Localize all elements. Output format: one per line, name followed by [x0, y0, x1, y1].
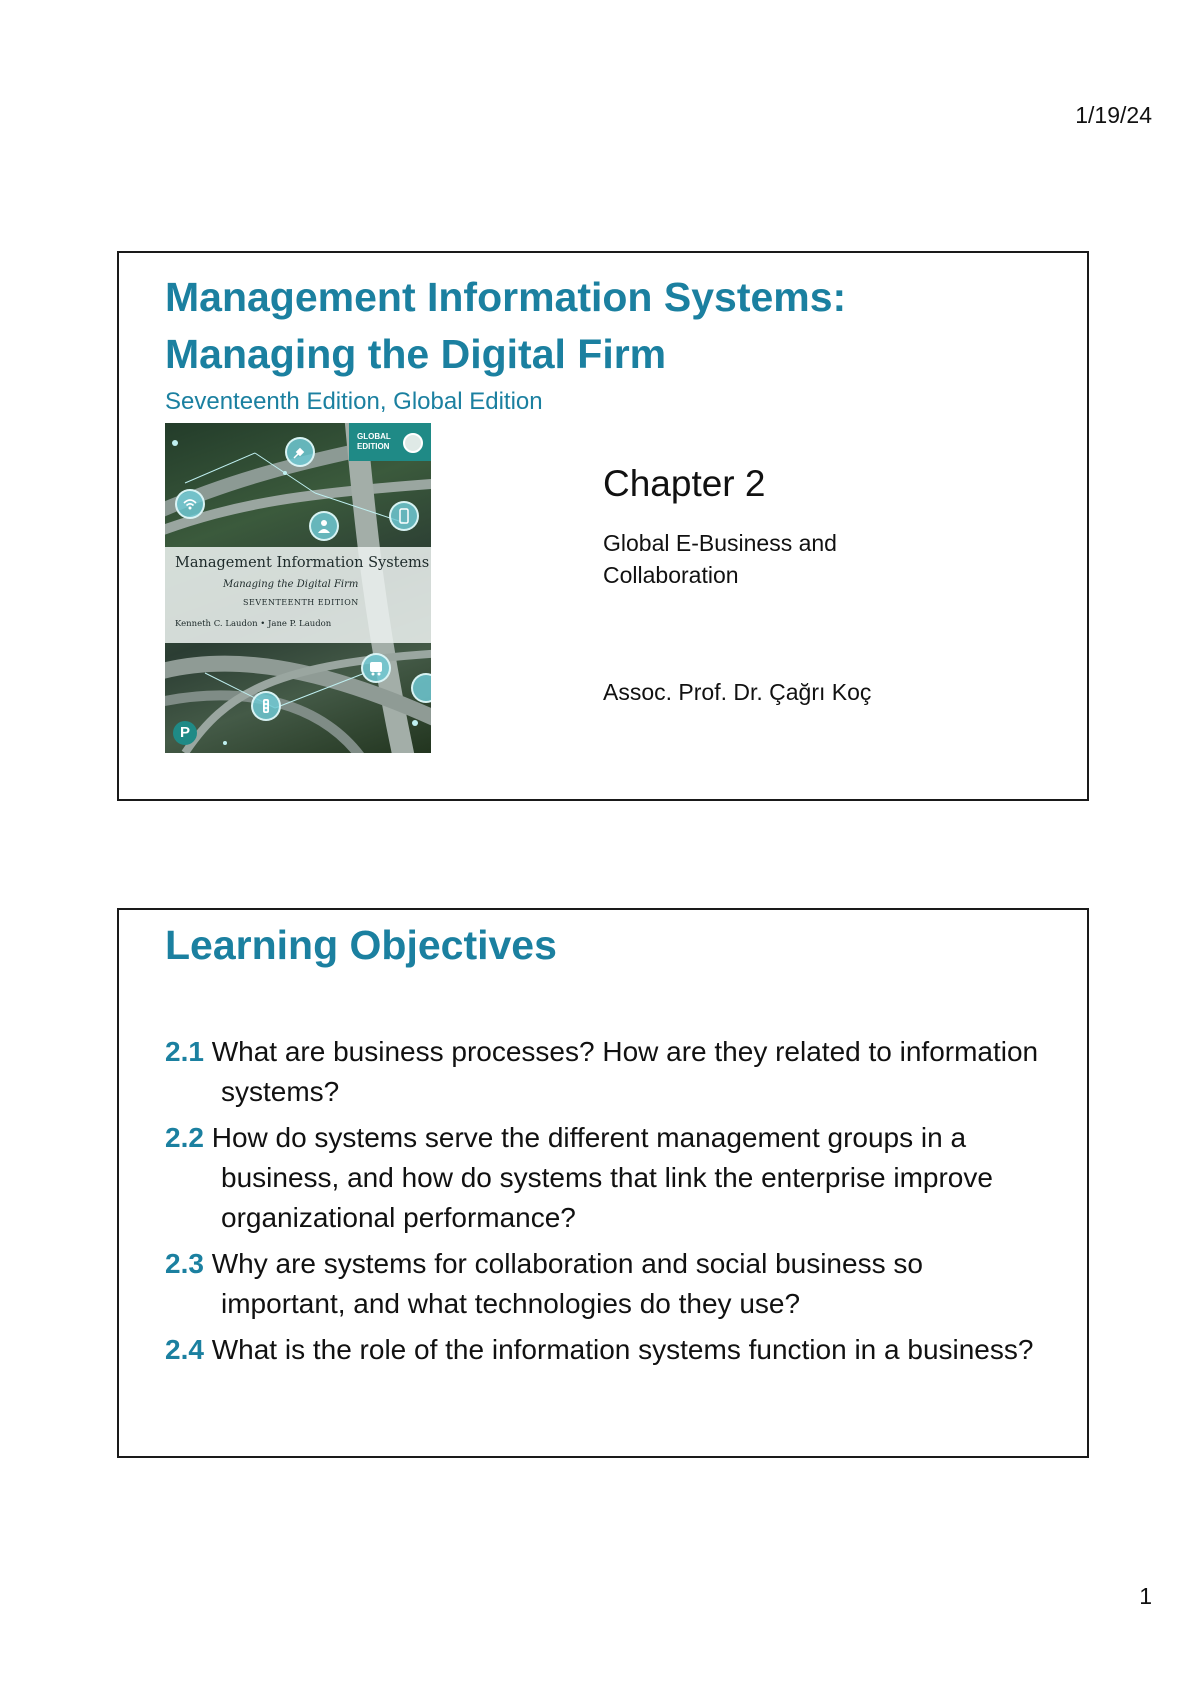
cover-edition: SEVENTEENTH EDITION	[243, 598, 359, 607]
objectives-list	[165, 1032, 1045, 1376]
slide-title: Learning Objectives	[165, 922, 557, 968]
objective-text: How do systems serve the different management groups in a business, and how do systems that link the enterprise improve organizational performance?	[211, 1122, 993, 1233]
objective-number: 2.1	[165, 1036, 204, 1067]
edition-subtitle: Seventeenth Edition, Global Edition	[165, 388, 543, 415]
book-cover-image	[165, 423, 431, 753]
slide-title-line-2: Managing the Digital Firm	[165, 331, 667, 377]
cover-book-title: Management Information Systems	[175, 555, 430, 571]
chapter-title: Global E-Business and Collaboration	[603, 530, 837, 588]
objective-number: 2.2	[165, 1122, 204, 1153]
badge-line-1: GLOBAL	[357, 432, 391, 441]
chapter-heading: Chapter 2	[603, 463, 766, 504]
cover-authors: Kenneth C. Laudon • Jane P. Laudon	[175, 619, 332, 629]
smartphone-icon	[389, 501, 419, 531]
global-edition-badge	[349, 423, 431, 461]
author-name: Assoc. Prof. Dr. Çağrı Koç	[603, 679, 872, 705]
objective-number: 2.4	[165, 1334, 204, 1365]
satellite-icon	[285, 437, 315, 467]
bus-icon	[361, 653, 391, 683]
slide-title-line-1: Management Information Systems:	[165, 274, 847, 320]
objective-item	[165, 1118, 1045, 1238]
objective-item	[165, 1330, 1045, 1370]
page-number: 1	[1139, 1583, 1152, 1609]
objective-item	[165, 1032, 1045, 1112]
objective-number: 2.3	[165, 1248, 204, 1279]
objective-text: Why are systems for collaboration and social business so important, and what technologies do they use?	[211, 1248, 923, 1319]
person-icon	[309, 511, 339, 541]
publisher-logo: P	[173, 721, 197, 745]
objective-item	[165, 1244, 1045, 1324]
objective-text: What are business processes? How are they related to information systems?	[211, 1036, 1039, 1107]
learning-objectives-slide	[117, 908, 1089, 1458]
page-date: 1/19/24	[1075, 102, 1152, 128]
wifi-icon	[175, 489, 205, 519]
objective-text: What is the role of the information systems function in a business?	[211, 1334, 1034, 1365]
badge-line-2: EDITION	[357, 442, 390, 451]
title-slide	[117, 251, 1089, 801]
slide-title	[165, 269, 846, 383]
cover-book-subtitle: Managing the Digital Firm	[223, 579, 359, 590]
globe-icon	[403, 433, 423, 453]
cover-title-band	[165, 547, 431, 643]
traffic-light-icon	[251, 691, 281, 721]
